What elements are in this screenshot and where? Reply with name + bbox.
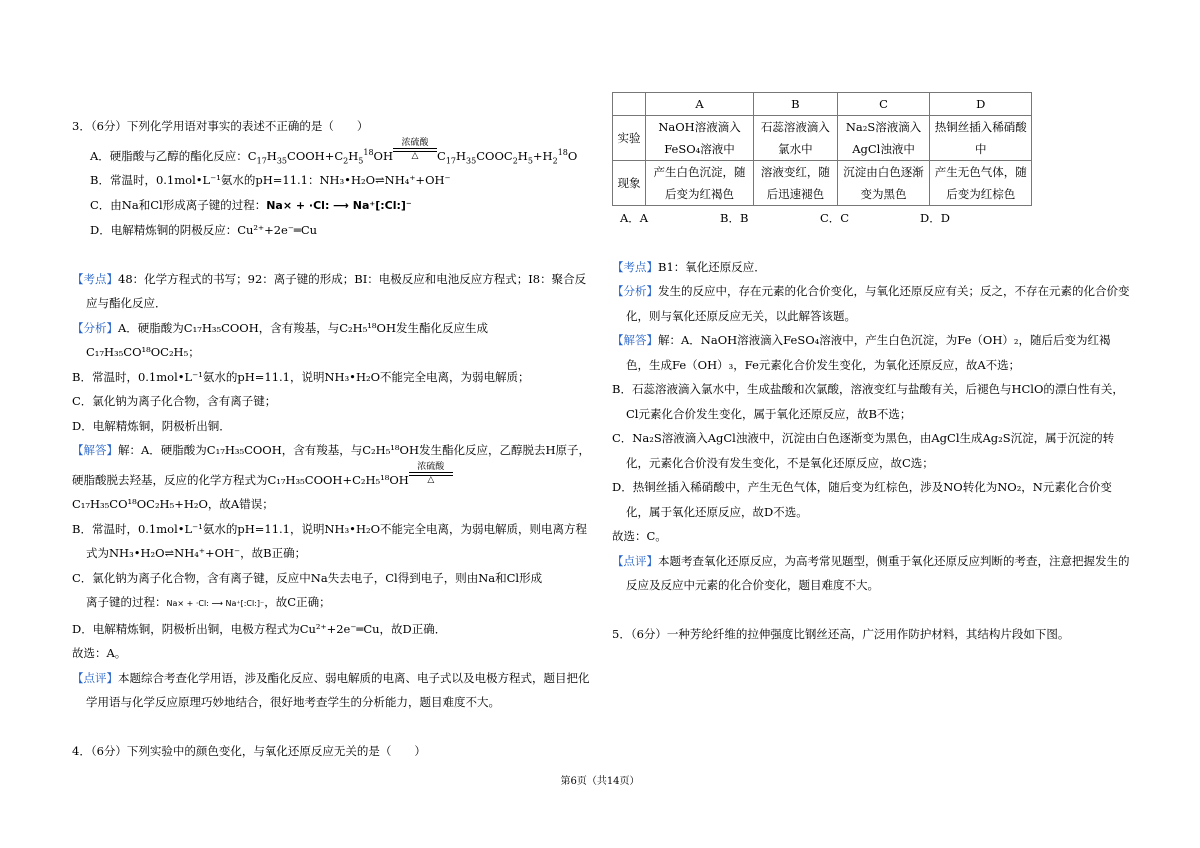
dianping-text: 本题考查氧化还原反应，为高考常见题型，侧重于氧化还原反应判断的考查，注意把握发生的反应及反应中元素的化合价变化，题目难度不大。 [626,553,1130,592]
electron-formula: Na× + ·Cl: ⟶ Na⁺[:Cl:]⁻ [266,198,412,212]
kaodian-text: 48：化学方程式的书写；92：离子键的形成；BI：电极反应和电池反应方程式；I8：聚合反应与酯化反应． [86,271,587,310]
dianping-text: 本题综合考查化学用语，涉及酯化反应、弱电解质的电离、电子式以及电极方程式，题目把化学用语与化学反应原理巧妙地结合，很好地考查学生的分析能力，题目难度不大。 [86,670,590,709]
q3-option-d: D．电解精炼铜的阴极反应：Cu²⁺+2e⁻═Cu [90,223,318,237]
kaodian-tag: 【考点】 [612,259,658,274]
experiment-table [612,92,1032,206]
fenxi-tag: 【分析】 [612,284,658,298]
table-header-cell: D [930,93,1032,116]
dianping-block-2 [612,549,1132,598]
q3-option-c [72,193,590,219]
q3-title: 3．（6分）下列化学用语对事实的表述不正确的是（ ） [72,119,369,133]
jieda-c: C．Na₂S溶液滴入AgCl浊液中，沉淀由白色逐渐变为黑色，由AgCl生成Ag₂S沉淀，属于沉淀的转化，元素化合价没有发生变化，不是氧化还原反应，故C选； [612,431,1115,470]
q4-title: 4．（6分）下列实验中的颜色变化，与氧化还原反应无关的是（ ） [72,743,426,758]
jieda-c2: 离子键的过程： [86,595,167,609]
kaodian-block-2 [612,255,1132,280]
kaodian-tag: 【考点】 [72,271,118,286]
q3-option-c-text: C．由Na和Cl形成离子键的过程： [90,197,267,212]
table-row [613,161,1032,206]
jieda-b: B．石蕊溶液滴入氯水中，生成盐酸和次氯酸，溶液变红与盐酸有关，后褪色与HClO的漂白性有关，Cl元素化合价发生变化，属于氧化还原反应，故B不选； [612,382,1124,421]
table-header-cell: B [754,93,838,116]
table-cell: Na₂S溶液滴入AgCl浊液中 [837,116,930,161]
jieda-c2-line [72,590,590,617]
jieda-d: D．热铜丝插入稀硝酸中，产生无色气体，随后变为红棕色，涉及NO转化为NO₂，N元素化合价变化，属于氧化还原反应，故D不选。 [612,480,1112,519]
left-column [72,114,590,763]
dianping-tag: 【点评】 [72,670,118,685]
right-column [612,92,1132,646]
fenxi-b: B．常温时，0.1mol•L⁻¹氨水的pH=11.1，说明NH₃•H₂O不能完全电离，为弱电解质； [72,369,530,384]
option-a: A．A [620,211,649,225]
jieda-block-2 [612,328,1132,377]
jieda-a1: 解：A．硬脂酸为C₁₇H₃₅COOH，含有羧基，与C₂H₅¹⁸OH发生酯化反应，乙醇脱去H原子，硬脂酸脱去羟基，反应的化学方程式为C₁₇H₃₅COOH+C₂H₅¹⁸OH [72,443,591,487]
jieda-tag: 【解答】 [612,333,658,347]
jieda-block [72,438,590,492]
table-row [613,116,1032,161]
q4-options [612,206,1132,231]
table-cell: 沉淀由白色逐渐变为黑色 [837,161,930,206]
fenxi-c: C．氯化钠为离子化合物，含有离子键； [72,394,277,408]
fenxi-tag: 【分析】 [72,320,118,335]
kaodian-text: B1：氧化还原反应． [658,259,766,274]
jieda-c3: ，故C正确； [264,595,331,609]
option-d: D．D [920,211,950,225]
answer: 故选：A。 [72,646,127,660]
jieda-c1: C．氯化钠为离子化合物，含有离子键，反应中Na失去电子，Cl得到电子，则由Na和Cl形成 [72,570,543,585]
table-header-row [613,93,1032,116]
table-cell: 实验 [613,116,646,161]
q5-title: 5．（6分）一种芳纶纤维的拉伸强度比钢丝还高，广泛用作防护材料，其结构片段如下图。 [612,626,1070,641]
fenxi-a: A．硬脂酸为C₁₇H₃₅COOH，含有羧基，与C₂H₅¹⁸OH发生酯化反应生成C₁₇H₃₅CO¹⁸OC₂H₅； [86,320,488,359]
table-header-cell [613,93,646,116]
jieda-tag: 【解答】 [72,443,118,457]
fenxi-block [72,316,590,365]
q3-option-b: B．常温时，0.1mol•L⁻¹氨水的pH=11.1：NH₃•H₂O⇌NH₄⁺+OH⁻ [90,173,451,187]
fenxi-text: 发生的反应中，存在元素的化合价变化，与氧化还原反应有关；反之，不存在元素的化合价变化，则与氧化还原反应无关，以此解答该题。 [626,284,1130,323]
table-cell: 现象 [613,161,646,206]
option-c: C．C [820,211,850,225]
dianping-tag: 【点评】 [612,553,658,568]
reaction-arrow-2: 浓硫酸 △ [409,463,453,485]
jieda-b: B．常温时，0.1mol•L⁻¹氨水的pH=11.1，说明NH₃•H₂O不能完全电离，为弱电解质，则电离方程式为NH₃•H₂O⇌NH₄⁺+OH⁻，故B正确； [72,521,588,560]
dianping-block [72,666,590,715]
fenxi-block-2 [612,279,1132,328]
table-cell: 溶液变红，随后迅速褪色 [754,161,838,206]
fenxi-d: D．电解精炼铜，阴极析出铜． [72,418,231,433]
page-footer: 第6页（共14页） [560,776,640,787]
jieda-a2: C₁₇H₃₅CO¹⁸OC₂H₅+H₂O，故A错误； [72,497,274,511]
answer: 故选：C。 [612,529,667,543]
table-header-cell: A [646,93,754,116]
q3-option-a: A．硬脂酸与乙醇的酯化反应：$C_{17}H_{35}COOH+C_2H_5^{18}OH$ 浓硫酸 △ $C_{17}H_{35}COOC_2H_5+H_2^{18}O$ [90,137,578,165]
jieda-a: 解：A．NaOH溶液滴入FeSO₄溶液中，产生白色沉淀，为Fe（OH）₂，随后后变为红褐色，生成Fe（OH）₃，Fe元素化合价发生变化，为氧化还原反应，故A不选； [626,333,1111,372]
kaodian-block [72,267,590,316]
table-cell: 热铜丝插入稀硝酸中 [930,116,1032,161]
table-cell: 产生白色沉淀，随后变为红褐色 [646,161,754,206]
table-cell: NaOH溶液滴入FeSO₄溶液中 [646,116,754,161]
table-cell: 石蕊溶液滴入氯水中 [754,116,838,161]
jieda-d: D．电解精炼铜，阴极析出铜，电极方程式为Cu²⁺+2e⁻═Cu，故D正确． [72,621,447,636]
reaction-arrow: 浓硫酸 △ [393,139,437,161]
electron-formula-small: Na× + ·Cl: ⟶ Na⁺[:Cl:]⁻ [166,599,265,608]
option-b: B．B [720,211,749,225]
table-header-cell: C [837,93,930,116]
table-cell: 产生无色气体，随后变为红棕色 [930,161,1032,206]
